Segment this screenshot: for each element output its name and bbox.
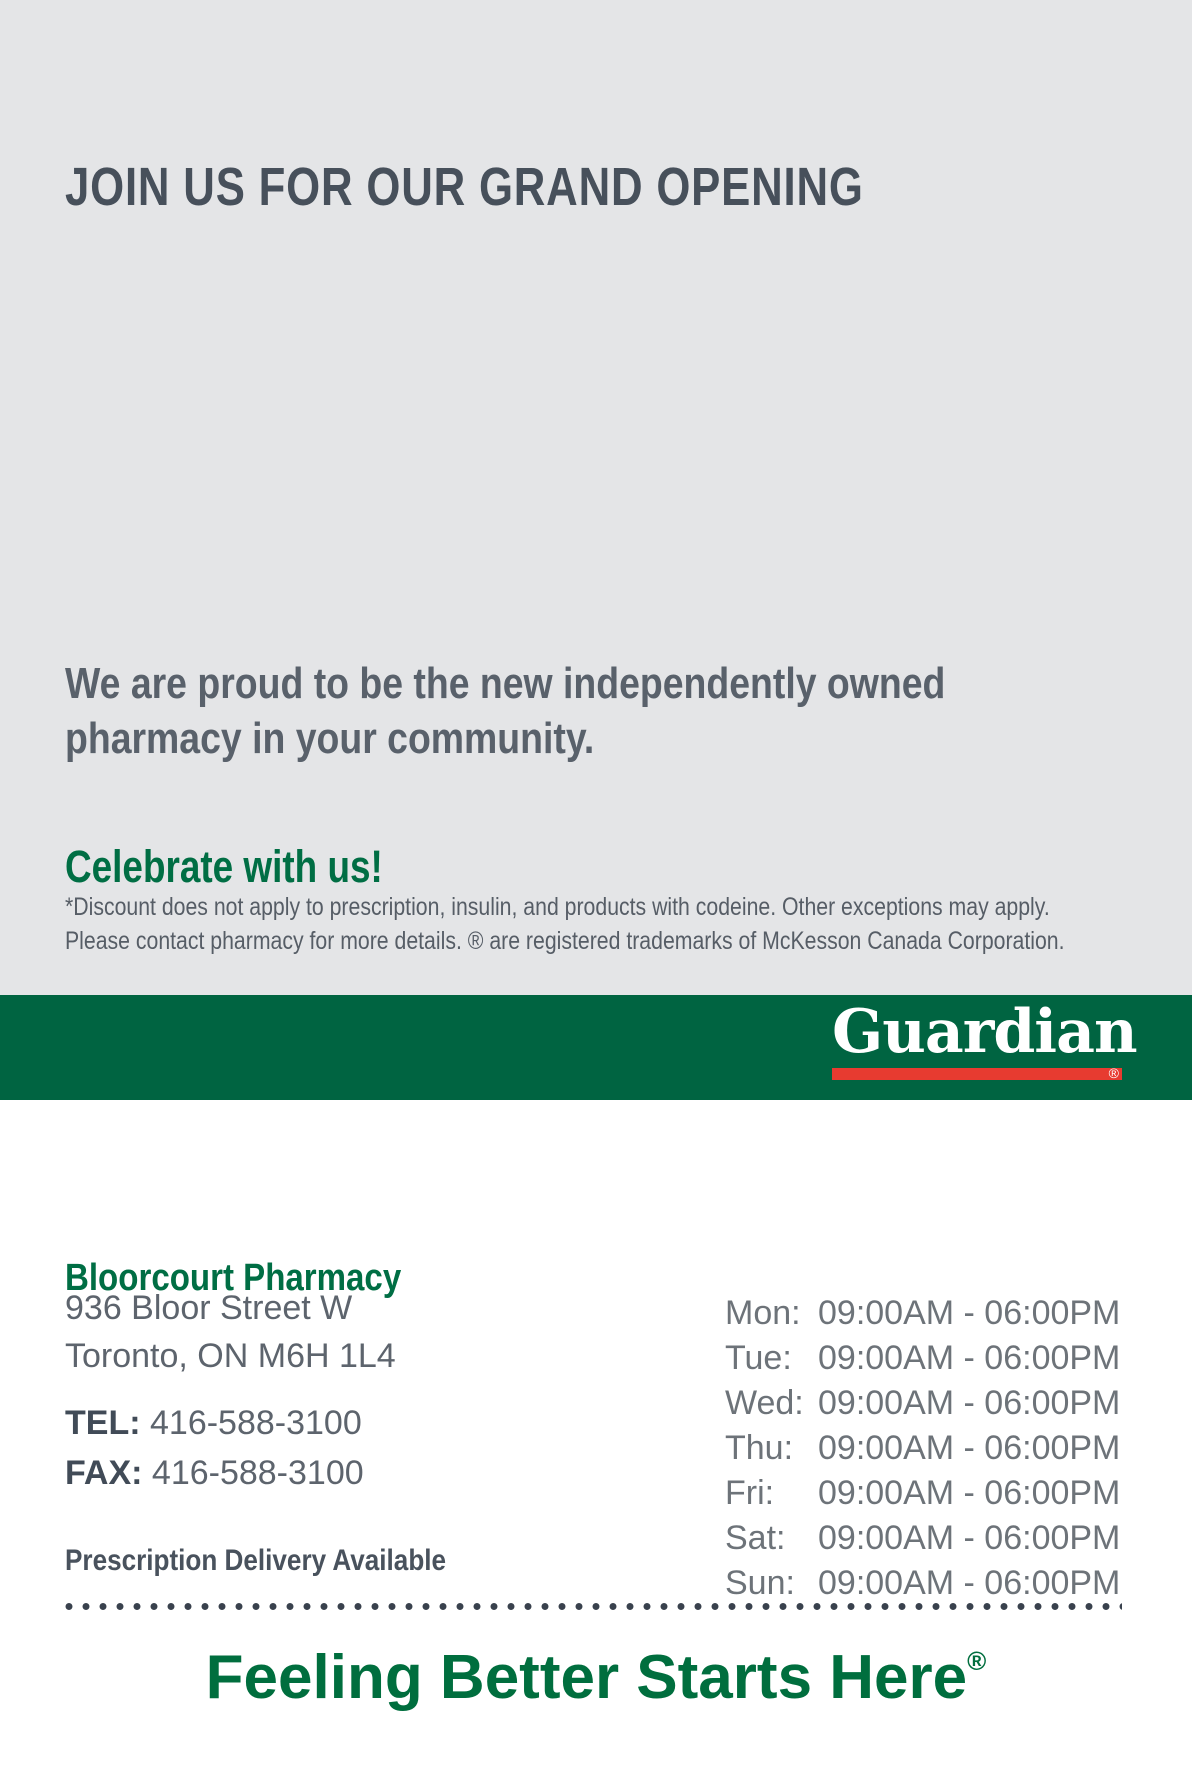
hours-row-sun: Sun: 09:00AM - 06:00PM [725,1564,1121,1602]
grand-opening-title-text: JOIN US FOR OUR GRAND OPENING [65,157,864,218]
intro-message [65,656,1101,766]
tel-number: 416-588-3100 [150,1404,362,1442]
dotted-divider [65,1602,1122,1611]
grand-opening-title [65,156,1051,218]
celebrate-heading: Celebrate with us! [65,841,383,893]
fax-row [65,1448,364,1498]
pharmacy-name: Bloorcourt Pharmacy [65,1257,402,1299]
fax-label: FAX: [65,1454,143,1492]
tagline-text: Feeling Better Starts Here [205,1643,968,1712]
tel-row [65,1398,364,1448]
address-line-2: Toronto, ON M6H 1L4 [65,1337,396,1375]
disclaimer-line-1: *Discount does not apply to prescription, insulin, and products with codeine. Other exceptions may apply. [65,893,1050,921]
disclaimer-text [65,890,1192,958]
logo-underline [832,1065,1122,1081]
intro-message-line-1: We are proud to be the new independently owned [65,659,946,708]
hours-row-tue: Tue: 09:00AM - 06:00PM [725,1339,1121,1377]
contact-block [65,1398,364,1498]
address-line-1: 936 Bloor Street W [65,1289,353,1327]
registered-trademark-icon: ® [1108,1065,1119,1081]
disclaimer-line-2: Please contact pharmacy for more details. ® are registered trademarks of McKesson Canada Corporation. [65,927,1065,955]
tagline-registered-mark-icon: ® [967,1646,987,1676]
hours-row-sat: Sat: 09:00AM - 06:00PM [725,1519,1121,1557]
guardian-logo [832,997,1137,1081]
pharmacy-address [65,1284,396,1380]
hours-row-fri: Fri: 09:00AM - 06:00PM [725,1474,1121,1512]
hours-row-wed: Wed: 09:00AM - 06:00PM [725,1384,1121,1422]
tel-label: TEL: [65,1404,141,1442]
intro-message-line-2: pharmacy in your community. [65,714,595,763]
opening-hours [725,1291,1120,1606]
tagline [0,1642,1192,1713]
fax-number: 416-588-3100 [151,1454,364,1492]
hours-row-thu: Thu: 09:00AM - 06:00PM [725,1429,1121,1467]
guardian-wordmark: Guardian [832,997,1137,1067]
hours-row-mon: Mon: 09:00AM - 06:00PM [725,1294,1121,1332]
delivery-note: Prescription Delivery Available [65,1544,447,1577]
